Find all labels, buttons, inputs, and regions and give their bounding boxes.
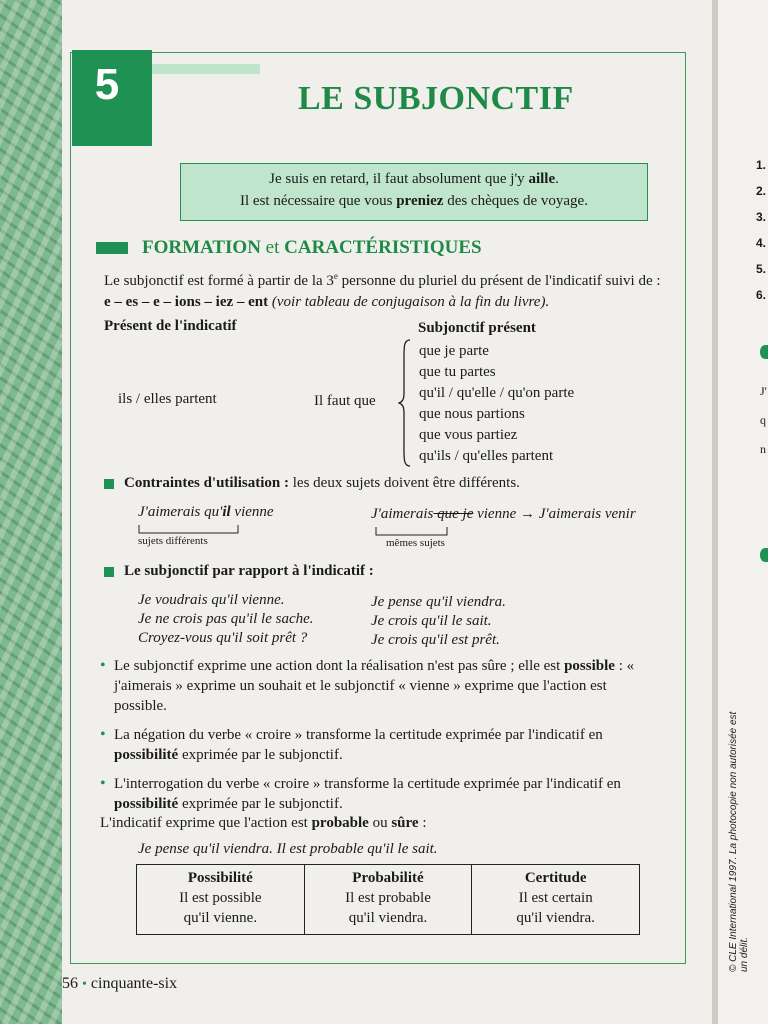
conjugation-form: que nous partions — [419, 406, 525, 422]
square-bullet-icon — [104, 479, 114, 489]
conjugation-form: que je parte — [419, 343, 489, 359]
example-sentence: Je pense qu'il viendra. — [371, 594, 506, 610]
example-sentence: Je crois qu'il est prêt. — [371, 632, 500, 648]
section-bar — [96, 242, 128, 254]
example-line-2: Il est nécessaire que vous preniez des chèques de voyage. — [240, 193, 588, 209]
example-sentence: Je crois qu'il le sait. — [371, 613, 492, 629]
dot-bullet-icon: • — [100, 726, 106, 743]
right-page-marker — [760, 548, 768, 562]
chapter-number: 5 — [94, 60, 120, 109]
right-num: 6. — [756, 288, 767, 302]
rules-list — [100, 656, 660, 823]
example-sentence: Je voudrais qu'il vienne. — [138, 592, 285, 608]
example-line-1: Je suis en retard, il faut absolument que j'y aille. — [269, 171, 559, 187]
table-cell: Certitude Il est certain qu'il viendra. — [472, 865, 640, 935]
table-row — [137, 865, 640, 935]
rule-item: • L'interrogation du verbe « croire » transforme la certitude exprimée par l'indicatif en possibilité exprimée par le subjonctif. — [100, 775, 621, 812]
right-num: 2. — [756, 184, 767, 198]
right-page-marker — [760, 345, 768, 359]
right-letter: J' — [760, 384, 767, 398]
example-sentence: Je ne crois pas qu'il le sache. — [138, 611, 314, 627]
right-num: 4. — [756, 236, 767, 250]
indicative-examples — [371, 593, 506, 650]
header-subjonctif: Subjonctif présent — [418, 320, 536, 336]
subject-bracket-icon — [375, 525, 465, 537]
table-cell: Possibilité Il est possible qu'il vienne. — [137, 865, 305, 935]
section-title: FORMATION et CARACTÉRISTIQUES — [142, 237, 482, 258]
constraint-example-2: J'aimerais que je vienne → J'aimerais venir — [371, 506, 636, 522]
brace-icon — [398, 338, 412, 468]
rule-item: • Le subjonctif exprime une action dont la réalisation n'est pas sûre ; elle est possible : « j'aimerais » exprime un souhait et le subjonctif « vienne » exprime que l'action est possible. — [100, 657, 635, 714]
header-present: Présent de l'indicatif — [104, 318, 237, 334]
right-page-numbers — [756, 152, 766, 308]
right-page-letters — [760, 377, 767, 464]
intro-paragraph: Le subjonctif est formé à partir de la 3e personne du pluriel du présent de l'indicatif suivi de : e – es – e – ions – iez – ent (voir tableau de conjugaison à la fin du livre). — [104, 271, 661, 310]
subjunctive-examples — [138, 591, 314, 648]
certainty-table — [136, 864, 640, 935]
table-cell: Probabilité Il est probable qu'il viendra. — [304, 865, 472, 935]
example-box — [180, 163, 648, 221]
il-faut-que: Il faut que — [314, 393, 376, 409]
conjugation-form: que vous partiez — [419, 427, 518, 443]
indicatif-sentence: L'indicatif exprime que l'action est probable ou sûre : — [100, 815, 427, 831]
note-different-subjects: sujets différents — [138, 535, 208, 547]
rule-item: • La négation du verbe « croire » transforme la certitude exprimée par l'indicatif en possibilité exprimée par le subjonctif. — [100, 726, 603, 763]
constraint-heading: Contraintes d'utilisation : les deux sujets doivent être différents. — [124, 475, 520, 491]
conjugation-form: qu'ils / qu'elles partent — [419, 448, 554, 464]
header-decoration — [150, 64, 260, 74]
conjugation-list — [419, 341, 574, 467]
dot-bullet-icon: • — [100, 657, 106, 674]
book-edge — [0, 0, 62, 1024]
example-sentence: Croyez-vous qu'il soit prêt ? — [138, 630, 308, 646]
present-form: ils / elles partent — [118, 391, 217, 407]
page-title: LE SUBJONCTIF — [298, 80, 574, 117]
dot-bullet-icon: • — [100, 775, 106, 792]
right-letter: q — [760, 413, 766, 427]
square-bullet-icon — [104, 567, 114, 577]
probability-example: Je pense qu'il viendra. Il est probable qu'il le sait. — [138, 841, 438, 857]
conjugation-form: que tu partes — [419, 364, 496, 380]
right-num: 1. — [756, 158, 767, 172]
right-num: 5. — [756, 262, 767, 276]
copyright-notice: © CLE International 1997. La photocopie non autorisée est un délit. — [728, 711, 750, 972]
right-num: 3. — [756, 210, 767, 224]
dot-bullet-icon: • — [82, 977, 87, 992]
comparison-heading: Le subjonctif par rapport à l'indicatif : — [124, 563, 374, 579]
conjugation-form: qu'il / qu'elle / qu'on parte — [419, 385, 575, 401]
page-footer: 56 • cinquante-six — [62, 975, 178, 992]
subject-bracket-icon — [138, 523, 248, 535]
constraint-example-1: J'aimerais qu'il vienne — [138, 504, 274, 520]
note-same-subjects: mêmes sujets — [386, 537, 445, 549]
right-letter: n — [760, 442, 766, 456]
